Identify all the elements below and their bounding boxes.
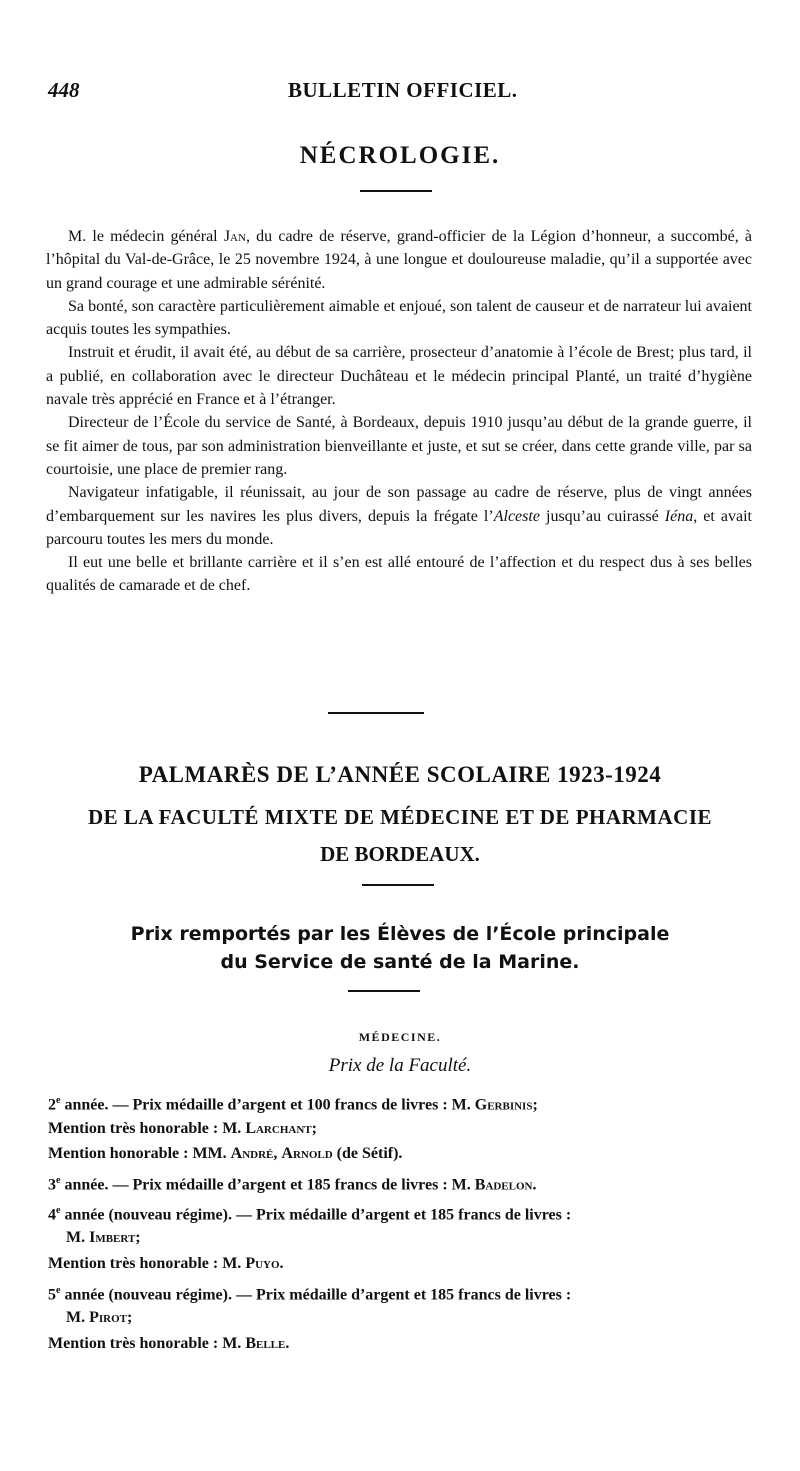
- ship-name: Iéna: [664, 507, 694, 525]
- text-run: M.: [66, 1309, 90, 1326]
- text-run: année. — Prix médaille d’argent et 100 francs de livres : M.: [60, 1096, 475, 1114]
- obituary-paragraph: [46, 481, 752, 551]
- ordinal-suffix: e: [56, 1175, 61, 1186]
- text-run: ;: [135, 1229, 141, 1246]
- text-run: année (nouveau régime). — Prix médaille d’argent et 185 francs de livres :: [60, 1286, 572, 1304]
- text-run: Mention très honorable : M.: [48, 1335, 246, 1352]
- award-line: [66, 1229, 141, 1247]
- obituary-paragraph: [46, 551, 752, 598]
- text-run: .: [532, 1176, 537, 1194]
- text-run: Instruit et érudit, il avait été, au début de sa carrière, prosecteur d’anatomie à l’école de Brest; plus tard, il a publié, en collaboration avec le directeur Duchâteau et le médecin principal Planté, un traité d’hygiène navale très apprécié en France et à l’étranger.: [46, 344, 752, 409]
- palmares-title-line3: DE BORDEAUX.: [320, 842, 480, 866]
- text-run: , du cadre de réserve, grand-officier de la Légion d’honneur, a succombé, à l’hôpital du Val-de-Grâce, le 25 novembre 1924, à une longue et douloureuse maladie, qu’il a supportée avec un grand courage et une admirable sérénité.: [46, 228, 753, 292]
- person-name: Puyo: [245, 1255, 280, 1272]
- text-run: .: [279, 1255, 284, 1272]
- section-divider-rule: [328, 712, 424, 714]
- award-line: [48, 1205, 571, 1224]
- ordinal-suffix: e: [56, 1205, 61, 1216]
- text-run: ;: [532, 1096, 538, 1114]
- text-run: , et avait parcouru toutes les mers du monde.: [46, 507, 753, 548]
- text-run: Directeur de l’École du service de Santé, à Bordeaux, depuis 1910 jusqu’au début de la grande guerre, il se fit aimer de tous, par son administration bienveillante et juste, et sut se créer, dans cette grande ville, par sa courtoisie, une place de premier rang.: [46, 414, 752, 478]
- prix-heading: [0, 920, 800, 976]
- obituary-paragraph: [46, 411, 752, 481]
- obituary-paragraph: [46, 225, 752, 295]
- prix-rule: [348, 990, 420, 992]
- person-name: Larchant: [245, 1120, 312, 1137]
- text-run: 3: [48, 1176, 56, 1194]
- award-line: [48, 1120, 317, 1138]
- text-run: M.: [66, 1229, 90, 1246]
- text-run: Sa bonté, son caractère particulièrement aimable et enjoué, son talent de causeur et de narrateur lui avaient acquis toutes les sympathies.: [46, 297, 752, 339]
- person-name: Gerbinis: [474, 1096, 533, 1114]
- text-run: Il eut une belle et brillante carrière et il s’en est allé entouré de l’affection et du respect dus à ses belles qualités de camarade et de chef.: [46, 554, 752, 595]
- award-line: [48, 1145, 402, 1163]
- award-line: [66, 1309, 132, 1327]
- prix-heading-line2: du Service de santé de la Marine.: [220, 951, 580, 973]
- text-run: ;: [127, 1309, 133, 1326]
- award-line: [48, 1285, 571, 1304]
- text-run: M. le médecin général: [68, 228, 224, 245]
- text-run: jusqu’au cuirassé: [539, 507, 665, 525]
- award-line: [48, 1095, 538, 1114]
- person-name: Imbert: [89, 1229, 136, 1246]
- ship-name: Alceste: [493, 507, 540, 525]
- medecine-heading: MÉDECINE.: [358, 1030, 442, 1044]
- running-title: BULLETIN OFFICIEL.: [288, 78, 518, 102]
- person-name: Arnold: [281, 1145, 333, 1162]
- text-run: Mention très honorable : M.: [48, 1120, 246, 1137]
- text-run: .: [285, 1335, 290, 1352]
- palmares-title-line1: PALMARÈS DE L’ANNÉE SCOLAIRE 1923-1924: [138, 762, 662, 787]
- text-run: Mention très honorable : M.: [48, 1255, 246, 1272]
- prix-heading-line1: Prix remportés par les Élèves de l’École principale: [130, 923, 670, 945]
- obituary-text: [46, 225, 752, 598]
- person-name: Belle: [245, 1335, 286, 1352]
- text-run: Mention honorable : MM.: [48, 1145, 231, 1162]
- ordinal-suffix: e: [56, 1095, 61, 1106]
- obituary-paragraph: [46, 295, 752, 342]
- text-run: 4: [48, 1206, 56, 1224]
- prix-faculte-heading: Prix de la Faculté.: [328, 1055, 472, 1076]
- palmares-title-line2: DE LA FACULTÉ MIXTE DE MÉDECINE ET DE PHARMACIE: [87, 805, 713, 829]
- obituary-paragraph: [46, 341, 752, 411]
- text-run: année. — Prix médaille d’argent et 185 francs de livres : M.: [60, 1176, 475, 1194]
- award-line: [48, 1335, 289, 1353]
- person-name: Pirot: [89, 1309, 128, 1326]
- text-run: 5: [48, 1286, 56, 1304]
- text-run: année (nouveau régime). — Prix médaille d’argent et 185 francs de livres :: [60, 1206, 572, 1224]
- text-run: ;: [311, 1120, 317, 1137]
- person-name: Badelon: [474, 1176, 533, 1194]
- award-line: [48, 1175, 536, 1194]
- person-name: André: [230, 1145, 274, 1162]
- text-run: 2: [48, 1096, 56, 1114]
- page-header: [48, 78, 740, 108]
- text-run: Navigateur infatigable, il réunissait, au jour de son passage au cadre de réserve, plus de vingt années d’embarquement sur les navires les plus divers, depuis la frégate l’: [46, 484, 752, 525]
- title-rule: [360, 190, 432, 192]
- page-number: 448: [48, 78, 80, 102]
- text-run: (de Sétif).: [332, 1145, 403, 1162]
- text-run: ,: [273, 1145, 282, 1162]
- ordinal-suffix: e: [56, 1285, 61, 1296]
- necrologie-title: NÉCROLOGIE.: [299, 142, 501, 169]
- award-line: [48, 1255, 284, 1273]
- palmares-rule: [362, 884, 434, 886]
- person-name: Jan: [223, 228, 246, 245]
